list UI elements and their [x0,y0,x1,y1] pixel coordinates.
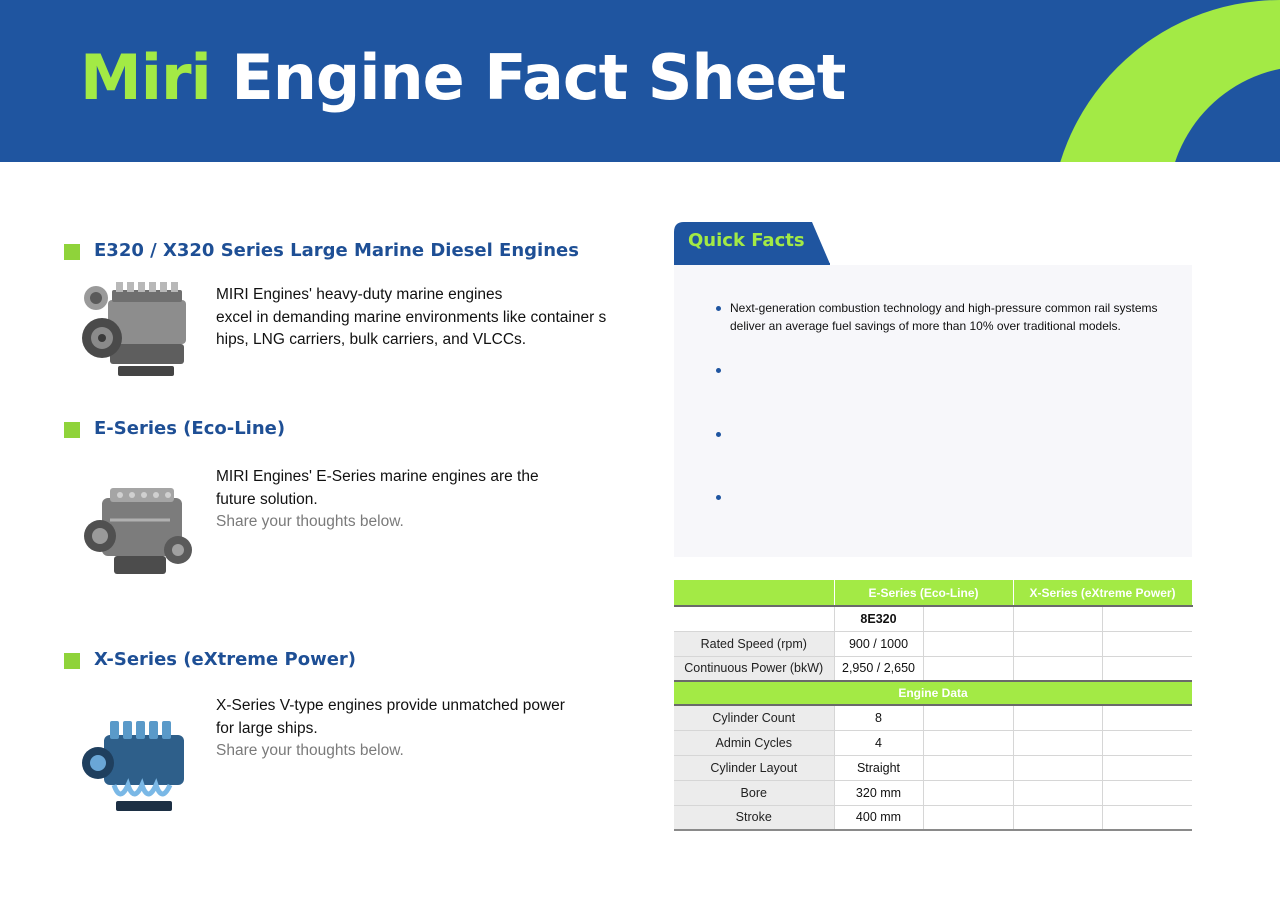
title-rest: Engine Fact Sheet [231,41,846,114]
row-label: Rated Speed (rpm) [674,631,834,656]
table-row [674,606,1192,631]
table-cell: Straight [834,755,923,780]
spec-table [674,580,1193,831]
table-cell: 2,950 / 2,650 [834,656,923,681]
quick-facts-list [716,299,1166,506]
quick-fact-item-empty [716,488,1166,506]
table-header-cell: X-Series (eXtreme Power) [1013,580,1192,606]
table-cell: 8 [834,705,923,730]
model-name-cell: 8E320 [834,606,923,631]
table-row [674,705,1192,730]
square-bullet-icon [64,244,80,260]
row-label: Cylinder Count [674,705,834,730]
engine-data-band: Engine Data [674,681,1192,705]
table-cell [923,780,1013,805]
table-row [674,656,1192,681]
section-heading [64,649,624,675]
section-e320-x320 [64,240,624,348]
section-title: E-Series (Eco-Line) [94,418,286,439]
table-cell [1102,705,1192,730]
table-cell [1102,755,1192,780]
description-line: for large ships. [216,719,318,737]
description-line: MIRI Engines' heavy-duty marine engines [216,286,503,303]
table-row [674,755,1192,780]
table-row [674,805,1192,830]
feedback-hint: Share your thoughts below. [216,513,404,530]
table-cell [1013,805,1102,830]
page-title [80,40,845,116]
table-cell [1102,656,1192,681]
table-cell: 320 mm [834,780,923,805]
feedback-hint: Share your thoughts below. [216,742,404,759]
table-cell: 4 [834,730,923,755]
table-cell [923,705,1013,730]
description-line: excel in demanding marine environments like container s [216,308,607,326]
description-line: hips, LNG carriers, bulk carriers, and VLCCs. [216,331,527,348]
quick-fact-item-empty [716,425,1166,443]
table-cell [1013,705,1102,730]
table-cell [1102,805,1192,830]
section-title: E320 / X320 Series Large Marine Diesel Engines [94,240,579,261]
table-row [674,780,1192,805]
table-row [674,730,1192,755]
table-cell [1102,631,1192,656]
table-cell [1102,730,1192,755]
table-cell [1013,730,1102,755]
row-label: Stroke [674,805,834,830]
eco-engine-icon [80,480,198,584]
row-label: Bore [674,780,834,805]
table-cell [923,606,1013,631]
section-title: X-Series (eXtreme Power) [94,649,357,670]
table-cell [1013,656,1102,681]
table-cell [923,730,1013,755]
table-band-row [674,681,1192,705]
table-cell [923,755,1013,780]
section-description [216,695,616,763]
table-cell [1013,780,1102,805]
section-description [216,466,616,534]
table-cell [1013,755,1102,780]
description-line: future solution. [216,490,318,508]
header-banner [0,0,1280,162]
table-cell [923,631,1013,656]
table-row [674,631,1192,656]
row-label: Admin Cycles [674,730,834,755]
table-cell: 900 / 1000 [834,631,923,656]
description-line: MIRI Engines' E-Series marine engines are the [216,468,539,485]
table-header-cell: E-Series (Eco-Line) [834,580,1013,606]
table-cell [923,656,1013,681]
marine-diesel-engine-icon [80,278,198,382]
quick-fact-item: Next-generation combustion technology and high-pressure common rail systems deliver an average fuel savings of more than 10% over traditional models. [716,299,1166,335]
table-header-row [674,580,1192,606]
v-type-engine-icon [80,713,198,817]
table-cell [1102,780,1192,805]
section-e-series [64,418,624,530]
square-bullet-icon [64,422,80,438]
table-header-cell [674,580,834,606]
section-description [216,284,616,352]
description-line: X-Series V-type engines provide unmatched power [216,697,565,714]
quick-facts-title: Quick Facts [688,230,805,251]
row-label: Cylinder Layout [674,755,834,780]
section-x-series [64,649,624,759]
table-cell [1102,606,1192,631]
title-accent: Miri [80,41,211,114]
section-heading [64,240,624,266]
table-cell [1013,631,1102,656]
table-cell [674,606,834,631]
table-cell [923,805,1013,830]
row-label: Continuous Power (bkW) [674,656,834,681]
section-heading [64,418,624,444]
table-cell: 400 mm [834,805,923,830]
quick-fact-item-empty [716,361,1166,379]
square-bullet-icon [64,653,80,669]
table-cell [1013,606,1102,631]
